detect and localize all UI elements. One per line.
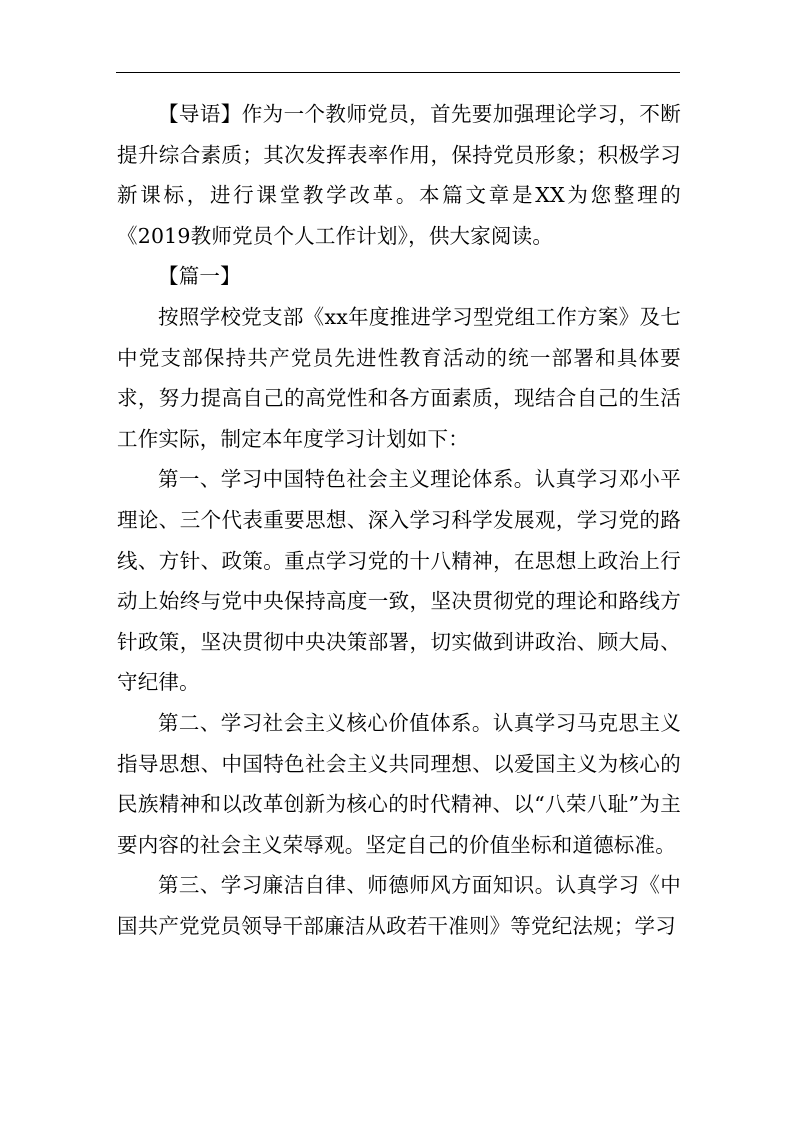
section-heading: 【篇一】 xyxy=(158,264,241,289)
document-body xyxy=(117,94,681,946)
intro-paragraph: 【导语】作为一个教师党员，首先要加强理论学习，不断提升综合素质；其次发挥表率作用，保持党员形象；积极学习新课标，进行课堂教学改革。本篇文章是XX为您整理的《2019教师党员个人工作计划》，供大家阅读。 xyxy=(117,102,681,248)
body-paragraph: 按照学校党支部《xx年度推进学习型党组工作方案》及七中党支部保持共产党员先进性教育活动的统一部署和具体要求，努力提高自己的高党性和各方面素质，现结合自己的生活工作实际，制定本年度学习计划如下： xyxy=(117,304,681,451)
header-rule xyxy=(116,72,680,73)
body-paragraph: 第二、学习社会主义核心价值体系。认真学习马克思主义指导思想、中国特色社会主义共同理想、以爱国主义为核心的民族精神和以改革创新为核心的时代精神、以“八荣八耻”为主要内容的社会主义荣辱观。坚定自己的价值坐标和道德标准。 xyxy=(117,710,681,857)
body-paragraph: 第一、学习中国特色社会主义理论体系。认真学习邓小平理论、三个代表重要思想、深入学习科学发展观，学习党的路线、方针、政策。重点学习党的十八精神，在思想上政治上行动上始终与党中央保持高度一致，坚决贯彻党的理论和路线方针政策，坚决贯彻中央决策部署，切实做到讲政治、顾大局、守纪律。 xyxy=(117,467,681,695)
body-paragraph: 第三、学习廉洁自律、师德师风方面知识。认真学习《中国共产党党员领导干部廉洁从政若干准则》等党纪法规；学习 xyxy=(117,873,681,938)
